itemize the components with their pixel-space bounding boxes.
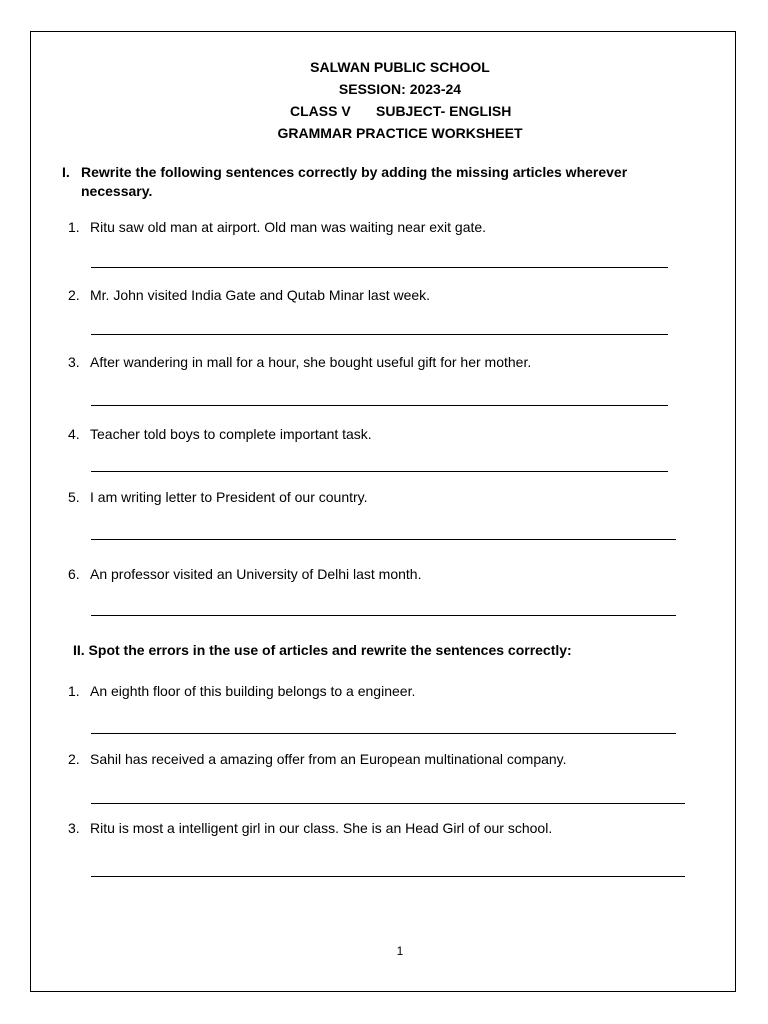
question-number: 5. [68,489,80,505]
section1-marker: I. [62,164,70,180]
question-text: Sahil has received a amazing offer from an European multinational company. [90,751,567,767]
question-number: 1. [68,219,80,235]
answer-line[interactable] [91,733,676,734]
question-text: Ritu saw old man at airport. Old man was waiting near exit gate. [90,219,487,235]
question-number: 3. [68,354,80,370]
answer-line[interactable] [91,405,668,406]
question-text: Mr. John visited India Gate and Qutab Minar last week. [90,287,431,303]
question [68,751,567,767]
answer-line[interactable] [91,471,668,472]
question-number: 3. [68,820,80,836]
question-text: An eighth floor of this building belongs to a engineer. [90,683,416,699]
answer-line[interactable] [91,803,685,804]
page-number: 1 [396,944,404,958]
school-name: SALWAN PUBLIC SCHOOL [310,59,490,75]
question [68,219,486,235]
question [68,489,368,505]
question-text: I am writing letter to President of our country. [90,489,368,505]
answer-line[interactable] [91,876,685,877]
question [68,566,421,582]
question-number: 4. [68,426,80,442]
section1-instruction-line2: necessary. [81,183,153,199]
question-number: 1. [68,683,80,699]
question [68,426,372,442]
question-text: Ritu is most a intelligent girl in our class. She is an Head Girl of our school. [90,820,553,836]
question [68,820,552,836]
answer-line[interactable] [91,615,676,616]
session: SESSION: 2023-24 [338,81,462,97]
question-number: 2. [68,751,80,767]
class-label: CLASS V [290,103,351,119]
question-text: After wandering in mall for a hour, she bought useful gift for her mother. [90,354,532,370]
question-number: 2. [68,287,80,303]
worksheet-title: GRAMMAR PRACTICE WORKSHEET [277,125,523,141]
subject-label: SUBJECT- ENGLISH [376,103,512,119]
question-text: Teacher told boys to complete important task. [90,426,372,442]
question [68,287,430,303]
answer-line[interactable] [91,334,668,335]
question [68,683,415,699]
answer-line[interactable] [91,267,668,268]
question-number: 6. [68,566,80,582]
section1-instruction-line1: Rewrite the following sentences correctly by adding the missing articles wherever [81,164,628,180]
question [68,354,531,370]
answer-line[interactable] [91,539,676,540]
question-text: An professor visited an University of Delhi last month. [90,566,422,582]
section2-instruction: II. Spot the errors in the use of articles and rewrite the sentences correctly: [73,642,572,658]
